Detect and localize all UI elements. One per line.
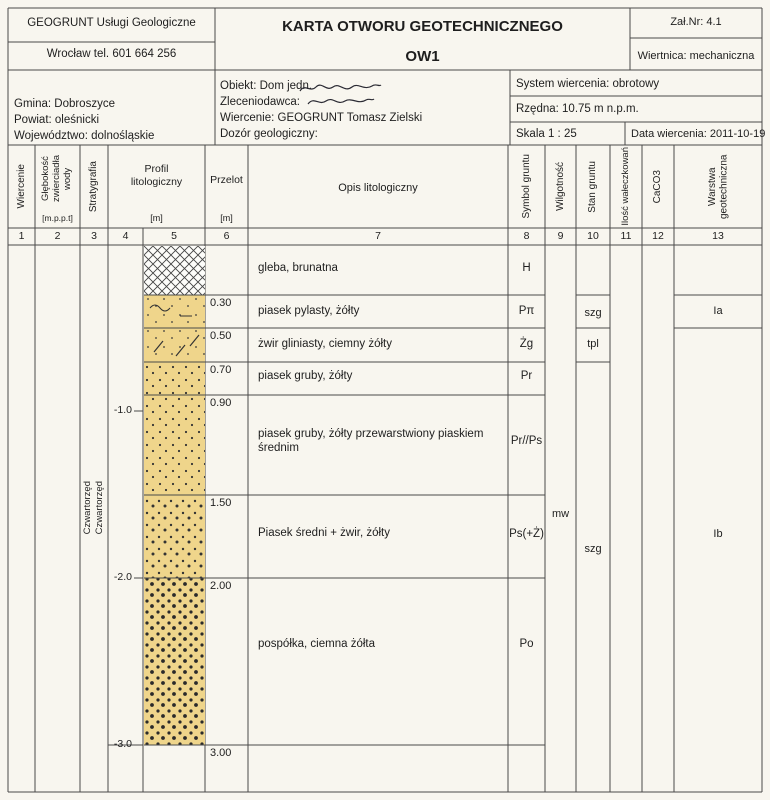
col-header-waleczkowania: Ilość wałeczkowań	[619, 147, 631, 226]
col-header-caco3: CaCO3	[652, 169, 664, 204]
pattern-medium-sand-gravel	[144, 495, 205, 578]
pattern-topsoil	[144, 246, 205, 295]
col-header-symbol: Symbol gruntu	[520, 154, 532, 219]
soil-state-value: tpl	[587, 338, 599, 350]
col-number: 12	[652, 230, 664, 242]
col-number: 1	[18, 230, 25, 242]
obiekt-field: Obiekt: Dom jedn.	[220, 80, 313, 92]
soil-symbol: Po	[519, 638, 534, 650]
soil-symbol: H	[522, 262, 531, 274]
depth-mark: -1.0	[113, 404, 132, 416]
stratigraphy-label: Czwartorzęd	[81, 481, 93, 535]
col-header-stratygrafia: Stratygrafia	[88, 160, 100, 213]
przelot-depth-label: 0.70	[210, 364, 232, 376]
przelot-depth-label: 1.50	[210, 497, 232, 509]
col-header-przelot: Przelot	[210, 174, 243, 186]
handwriting-scribble-zleceniodawca	[306, 93, 376, 111]
col-header-wiercenie: Wiercenie	[15, 164, 27, 209]
col-header-wilgotnosc: Wilgotność	[554, 162, 566, 211]
col-header-stan: Stan gruntu	[587, 160, 599, 213]
lithology-profile-graphic	[144, 246, 205, 792]
drilling-date-field: Data wiercenia: 2011-10-19	[631, 128, 766, 140]
przelot-depth-label: 2.00	[210, 580, 232, 592]
dozor-field: Dozór geologiczny:	[220, 128, 318, 140]
col-number: 9	[557, 230, 564, 242]
powiat-field: Powiat: oleśnicki	[14, 114, 100, 126]
col-number: 11	[620, 230, 632, 242]
soil-symbol: Pr//Ps	[510, 435, 543, 447]
layer-description: piasek gruby, żółty przewarstwiony piaskiem średnim	[258, 428, 484, 454]
col-header-glebokosc-wody: Głębokość zwierciadła wody	[40, 155, 73, 203]
wojewodztwo-field: Województwo: dolnośląskie	[14, 130, 155, 142]
elevation-field: Rzędna: 10.75 m n.p.m.	[516, 103, 639, 115]
layer-description: pospółka, ciemna żółta	[258, 638, 375, 650]
pattern-sandy-gravel	[144, 578, 205, 745]
col-header-warstwa: Warstwa geotechniczna	[706, 154, 729, 219]
col-number: 7	[375, 230, 381, 242]
col-number: 6	[223, 230, 230, 242]
zleceniodawca-field: Zleceniodawca:	[220, 96, 300, 108]
col-number: 13	[712, 230, 724, 242]
soil-state-value: szg	[584, 307, 602, 319]
col-number: 10	[587, 230, 599, 242]
col-header-opis: Opis litologiczny	[338, 182, 418, 194]
stratigraphy-label: Czwartorzęd	[93, 481, 105, 535]
soil-symbol: Pr	[520, 370, 533, 382]
col-unit-glebokosc: [m.p.p.t]	[42, 213, 73, 223]
gmina-field: Gmina: Dobroszyce	[14, 98, 115, 110]
rig-type: Wiertnica: mechaniczna	[637, 50, 755, 62]
col-unit-przelot: [m]	[220, 213, 233, 223]
soil-symbol: Żg	[519, 338, 534, 350]
col-number: 4	[122, 230, 129, 242]
layer-description: piasek gruby, żółty	[258, 370, 353, 382]
pattern-silty-sand	[144, 295, 205, 328]
col-number: 3	[91, 230, 97, 242]
company-contact: Wrocław tel. 601 664 256	[46, 48, 177, 60]
geotech-layer-value: Ia	[713, 305, 723, 317]
depth-mark: -2.0	[113, 571, 132, 583]
col-header-profil: Profil litologiczny	[130, 163, 183, 188]
depth-mark: -3.0	[113, 738, 132, 750]
pattern-coarse-sand	[144, 362, 205, 495]
przelot-depth-label: 0.90	[210, 397, 232, 409]
geotech-layer-value: Ib	[713, 528, 723, 540]
scale-field: Skala 1 : 25	[516, 128, 577, 140]
layer-description: gleba, brunatna	[258, 262, 338, 274]
soil-state-value: szg	[584, 543, 602, 555]
drilling-system-field: System wiercenia: obrotowy	[516, 78, 660, 90]
layer-description: piasek pylasty, żółty	[258, 305, 360, 317]
soil-symbol: Ps(+Ż)	[509, 528, 544, 540]
borehole-id: OW1	[405, 48, 440, 65]
layer-description: Piasek średni + żwir, żółty	[258, 527, 390, 539]
przelot-depth-label: 0.50	[210, 330, 232, 342]
stratigraphy-labels	[80, 438, 108, 578]
soil-symbol: Pπ	[518, 305, 535, 317]
company-name: GEOGRUNT Usługi Geologiczne	[27, 17, 196, 29]
layer-description: żwir gliniasty, ciemny żółty	[258, 338, 392, 350]
attachment-number: Zał.Nr: 4.1	[670, 16, 722, 28]
pattern-clayey-gravel	[144, 328, 205, 362]
wiercenie-field: Wiercenie: GEOGRUNT Tomasz Zielski	[220, 112, 423, 124]
moisture-value: mw	[551, 508, 570, 520]
col-number: 8	[523, 230, 530, 242]
col-number: 5	[171, 230, 177, 242]
przelot-depth-label: 3.00	[210, 747, 232, 759]
col-unit-profil: [m]	[150, 213, 163, 223]
document-title: KARTA OTWORU GEOTECHNICZNEGO	[282, 18, 563, 35]
przelot-depth-label: 0.30	[210, 297, 232, 309]
col-number: 2	[54, 230, 61, 242]
